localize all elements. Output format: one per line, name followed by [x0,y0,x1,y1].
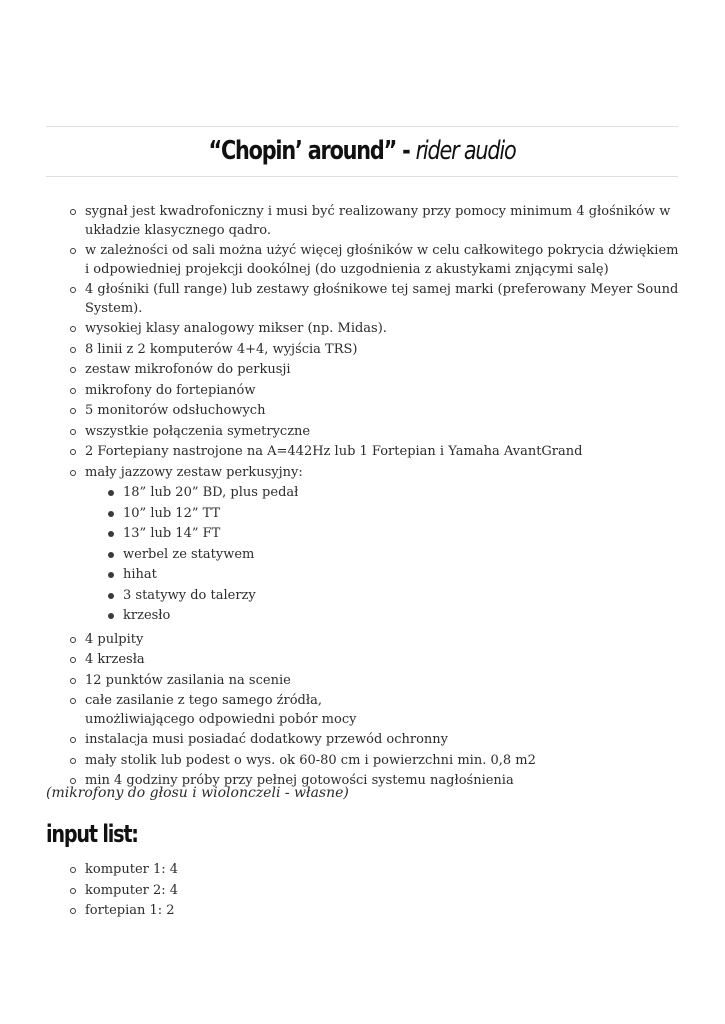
sub-list-item: krzesło [123,607,685,626]
list-item: fortepian 1: 2 [85,902,485,921]
list-item: 5 monitorów odsłuchowych [85,402,685,421]
drumkit-list [123,484,685,626]
list-item: 4 głośniki (full range) lub zestawy głośnikowe tej samej marki (preferowany Meyer Sound System). [85,281,685,318]
sub-list-item: 13” lub 14” FT [123,525,685,544]
list-item: sygnał jest kwadrofoniczny i musi być realizowany przy pomocy minimum 4 głośników w układzie klasycznego qadro. [85,203,685,240]
list-item: min 4 godziny próby przy pełnej gotowości systemu nagłośnienia [85,772,685,791]
list-item: 4 krzesła [85,651,685,670]
list-item: 12 punktów zasilania na scenie [85,672,685,691]
list-item: całe zasilanie z tego samego źródła, umożliwiającego odpowiedni pobór mocy [85,692,685,729]
requirements-list [85,203,685,793]
sub-list-item: 3 statywy do talerzy [123,587,685,606]
list-item: wszystkie połączenia symetryczne [85,423,685,442]
list-item-drumkit [85,464,685,626]
title-main: “Chopin’ around” - [208,136,416,166]
sub-list-item: hihat [123,566,685,585]
list-item: 8 linii z 2 komputerów 4+4, wyjścia TRS) [85,341,685,360]
list-item: zestaw mikrofonów do perkusji [85,361,685,380]
list-item: 4 pulpity [85,631,685,650]
input-list [85,861,485,923]
list-item: instalacja musi posiadać dodatkowy przewód ochronny [85,731,685,750]
page-title [109,127,615,166]
list-item: mały stolik lub podest o wys. ok 60-80 cm i powierzchni min. 0,8 m2 [85,752,685,771]
sub-list-item: 10” lub 12” TT [123,505,685,524]
sub-list-item: werbel ze statywem [123,546,685,565]
list-item: mikrofony do fortepianów [85,382,685,401]
input-list-heading: input list: [46,820,138,848]
list-item: wysokiej klasy analogowy mikser (np. Midas). [85,320,685,339]
microphones-note: (mikrofony do głosu i wiolonczeli - własne) [46,785,349,801]
drumkit-label: mały jazzowy zestaw perkusyjny: [85,464,303,480]
list-item: 2 Fortepiany nastrojone na A=442Hz lub 1 Fortepian i Yamaha AvantGrand [85,443,685,462]
list-item: komputer 1: 4 [85,861,485,880]
title-subtitle: rider audio [415,136,516,166]
list-item: w zależności od sali można użyć więcej głośników w celu całkowitego pokrycia dźwiękiem i odpowiedniej projekcji dookólnej (do uzgodnienia z akustykami znjącymi salę) [85,242,685,279]
sub-list-item: 18” lub 20” BD, plus pedał [123,484,685,503]
title-band [46,126,678,177]
list-item: komputer 2: 4 [85,882,485,901]
